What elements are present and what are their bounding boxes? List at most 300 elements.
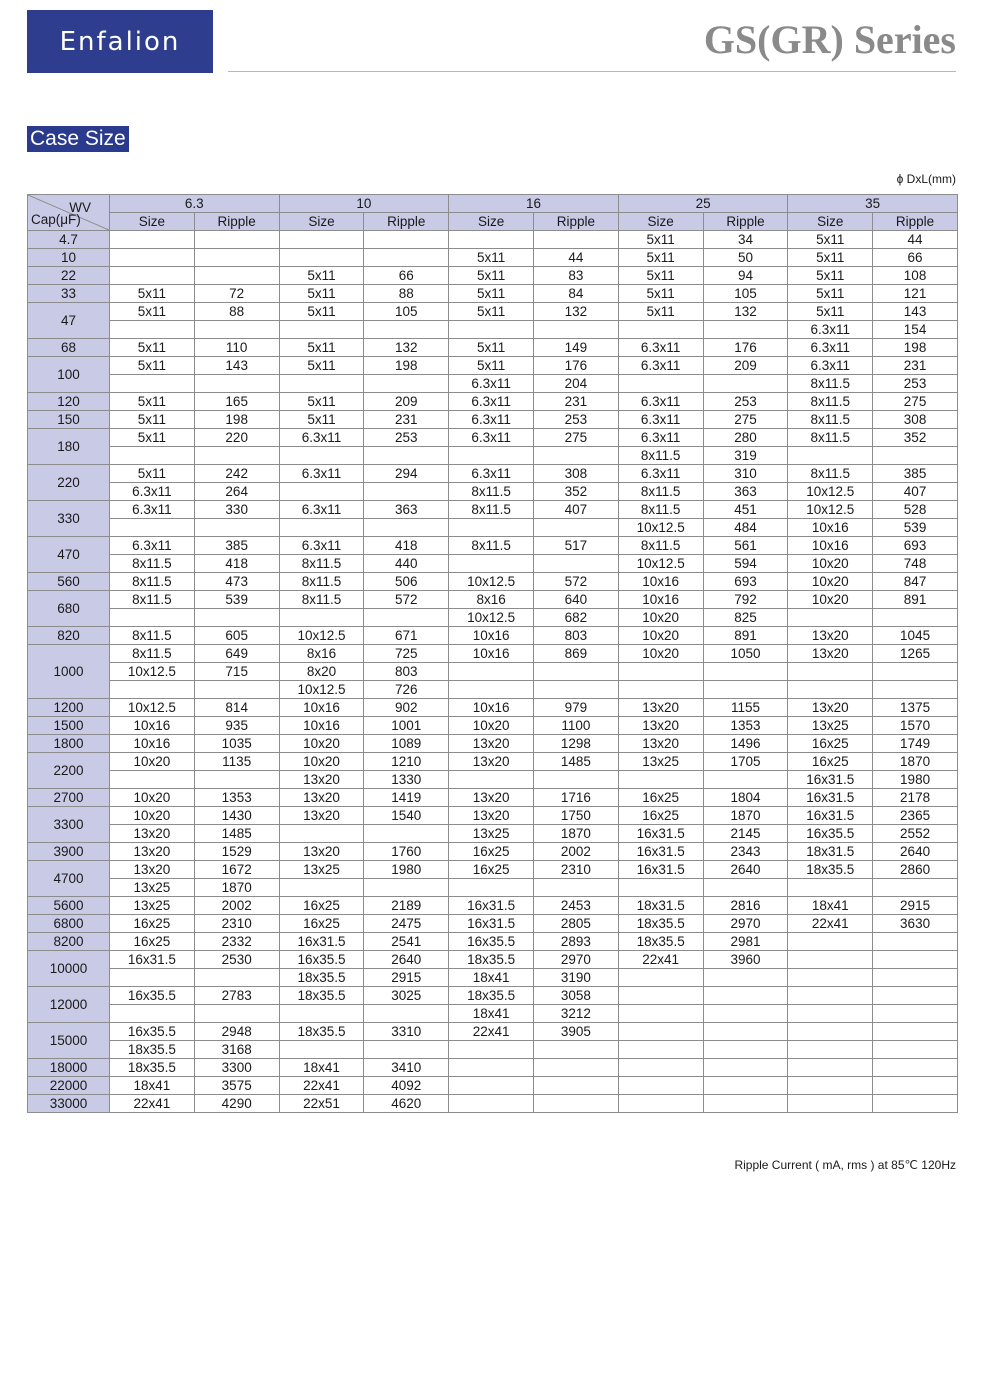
ripple-cell: 418 xyxy=(194,555,279,573)
size-cell xyxy=(788,969,873,987)
size-cell xyxy=(279,447,364,465)
ripple-cell: 1870 xyxy=(194,879,279,897)
size-cell: 5x11 xyxy=(110,285,195,303)
capacitance-cell: 820 xyxy=(28,627,110,645)
table-row xyxy=(28,663,958,681)
ripple-cell xyxy=(364,231,449,249)
size-cell: 18x35.5 xyxy=(279,1023,364,1041)
table-row xyxy=(28,375,958,393)
capacitance-cell: 2200 xyxy=(28,753,110,789)
ripple-cell: 517 xyxy=(533,537,618,555)
size-cell xyxy=(110,969,195,987)
ripple-cell: 2640 xyxy=(364,951,449,969)
size-cell: 13x20 xyxy=(279,789,364,807)
ripple-cell: 3960 xyxy=(703,951,788,969)
ripple-cell: 2189 xyxy=(364,897,449,915)
size-cell xyxy=(110,1005,195,1023)
ripple-cell xyxy=(703,879,788,897)
ripple-cell xyxy=(873,663,958,681)
ripple-cell: 2002 xyxy=(533,843,618,861)
size-cell xyxy=(110,267,195,285)
size-cell xyxy=(618,969,703,987)
ripple-cell: 3310 xyxy=(364,1023,449,1041)
ripple-cell: 979 xyxy=(533,699,618,717)
size-cell: 10x20 xyxy=(110,753,195,771)
table-row xyxy=(28,357,958,375)
size-cell: 10x12.5 xyxy=(279,627,364,645)
ripple-cell: 105 xyxy=(703,285,788,303)
size-cell: 16x35.5 xyxy=(788,825,873,843)
ripple-cell: 440 xyxy=(364,555,449,573)
ripple-cell: 110 xyxy=(194,339,279,357)
size-cell: 13x25 xyxy=(618,753,703,771)
ripple-cell xyxy=(533,681,618,699)
size-cell xyxy=(110,249,195,267)
ripple-cell: 3905 xyxy=(533,1023,618,1041)
ripple-cell: 2640 xyxy=(703,861,788,879)
ripple-cell xyxy=(364,825,449,843)
size-cell xyxy=(788,1095,873,1113)
capacitance-cell: 150 xyxy=(28,411,110,429)
ripple-cell: 935 xyxy=(194,717,279,735)
ripple-cell: 2805 xyxy=(533,915,618,933)
ripple-cell: 2541 xyxy=(364,933,449,951)
size-cell: 13x25 xyxy=(788,717,873,735)
size-cell: 18x35.5 xyxy=(110,1041,195,1059)
capacitance-cell: 3300 xyxy=(28,807,110,843)
size-cell: 10x16 xyxy=(618,573,703,591)
ripple-cell xyxy=(873,1023,958,1041)
size-cell: 10x12.5 xyxy=(110,699,195,717)
brand-logo xyxy=(27,10,213,73)
ripple-cell: 44 xyxy=(533,249,618,267)
ripple-header: Ripple xyxy=(364,213,449,231)
ripple-cell: 891 xyxy=(873,591,958,609)
size-cell: 18x35.5 xyxy=(449,987,534,1005)
size-cell: 5x11 xyxy=(279,267,364,285)
size-cell: 5x11 xyxy=(618,303,703,321)
ripple-cell: 3300 xyxy=(194,1059,279,1077)
table-row xyxy=(28,645,958,663)
size-cell: 18x41 xyxy=(110,1077,195,1095)
capacitance-cell: 33 xyxy=(28,285,110,303)
ripple-cell xyxy=(194,375,279,393)
ripple-cell xyxy=(873,1041,958,1059)
table-row xyxy=(28,231,958,249)
size-cell xyxy=(110,321,195,339)
ripple-cell: 264 xyxy=(194,483,279,501)
size-cell: 13x20 xyxy=(449,789,534,807)
size-cell: 13x20 xyxy=(110,843,195,861)
corner-header-cell xyxy=(28,195,110,231)
size-cell: 13x20 xyxy=(788,699,873,717)
size-cell: 10x20 xyxy=(279,735,364,753)
ripple-cell: 242 xyxy=(194,465,279,483)
size-cell: 5x11 xyxy=(788,303,873,321)
ripple-cell: 108 xyxy=(873,267,958,285)
size-cell: 16x25 xyxy=(449,861,534,879)
ripple-cell: 2915 xyxy=(364,969,449,987)
size-cell: 8x11.5 xyxy=(788,375,873,393)
ripple-cell: 310 xyxy=(703,465,788,483)
size-cell: 10x16 xyxy=(279,717,364,735)
size-cell: 8x11.5 xyxy=(618,483,703,501)
size-cell xyxy=(449,447,534,465)
table-row xyxy=(28,681,958,699)
size-cell xyxy=(449,1095,534,1113)
size-cell: 18x35.5 xyxy=(449,951,534,969)
size-cell xyxy=(279,609,364,627)
table-body xyxy=(28,231,958,1113)
size-cell: 10x16 xyxy=(110,717,195,735)
ripple-cell: 2310 xyxy=(194,915,279,933)
ripple-cell: 1375 xyxy=(873,699,958,717)
size-cell: 10x20 xyxy=(618,627,703,645)
size-cell: 6.3x11 xyxy=(110,483,195,501)
size-cell: 13x25 xyxy=(449,825,534,843)
size-cell xyxy=(618,663,703,681)
size-cell xyxy=(279,879,364,897)
ripple-cell xyxy=(194,447,279,465)
ripple-cell xyxy=(533,1095,618,1113)
ripple-cell: 726 xyxy=(364,681,449,699)
size-cell: 22x41 xyxy=(110,1095,195,1113)
size-cell: 8x20 xyxy=(279,663,364,681)
ripple-cell: 539 xyxy=(194,591,279,609)
size-cell: 6.3x11 xyxy=(449,465,534,483)
ripple-cell: 3212 xyxy=(533,1005,618,1023)
size-cell: 6.3x11 xyxy=(110,537,195,555)
table-row xyxy=(28,411,958,429)
size-cell xyxy=(110,447,195,465)
size-cell xyxy=(449,321,534,339)
size-cell: 18x41 xyxy=(279,1059,364,1077)
ripple-cell: 1419 xyxy=(364,789,449,807)
size-cell: 5x11 xyxy=(279,393,364,411)
table-row xyxy=(28,969,958,987)
ripple-cell: 693 xyxy=(873,537,958,555)
ripple-cell: 2365 xyxy=(873,807,958,825)
size-cell: 10x12.5 xyxy=(788,501,873,519)
ripple-cell xyxy=(703,1059,788,1077)
table-row xyxy=(28,321,958,339)
ripple-cell: 363 xyxy=(364,501,449,519)
ripple-cell: 4290 xyxy=(194,1095,279,1113)
ripple-cell: 2343 xyxy=(703,843,788,861)
ripple-cell: 4092 xyxy=(364,1077,449,1095)
ripple-cell: 407 xyxy=(533,501,618,519)
size-cell: 5x11 xyxy=(788,231,873,249)
voltage-header: 35 xyxy=(788,195,958,213)
ripple-cell xyxy=(703,1041,788,1059)
ripple-cell: 605 xyxy=(194,627,279,645)
brand-name: Enfalion xyxy=(59,26,181,57)
ripple-cell xyxy=(533,231,618,249)
ripple-cell: 1705 xyxy=(703,753,788,771)
size-cell: 16x35.5 xyxy=(279,951,364,969)
capacitance-cell: 120 xyxy=(28,393,110,411)
unit-note: ϕ DxL(mm) xyxy=(896,172,956,186)
ripple-cell: 693 xyxy=(703,573,788,591)
ripple-cell xyxy=(703,969,788,987)
ripple-cell: 121 xyxy=(873,285,958,303)
size-cell: 16x25 xyxy=(279,915,364,933)
ripple-cell: 231 xyxy=(873,357,958,375)
size-cell xyxy=(788,1005,873,1023)
size-cell xyxy=(110,519,195,537)
table-row xyxy=(28,1023,958,1041)
ripple-cell: 539 xyxy=(873,519,958,537)
ripple-cell: 1035 xyxy=(194,735,279,753)
size-cell xyxy=(279,519,364,537)
table-row xyxy=(28,861,958,879)
ripple-cell: 220 xyxy=(194,429,279,447)
table-row xyxy=(28,987,958,1005)
ripple-cell: 1496 xyxy=(703,735,788,753)
capacitance-cell: 4700 xyxy=(28,861,110,897)
ripple-cell: 132 xyxy=(703,303,788,321)
capacitance-cell: 330 xyxy=(28,501,110,537)
size-cell: 16x31.5 xyxy=(788,771,873,789)
ripple-cell xyxy=(194,231,279,249)
ripple-cell: 198 xyxy=(873,339,958,357)
ripple-cell: 84 xyxy=(533,285,618,303)
size-cell: 10x16 xyxy=(449,699,534,717)
table-row xyxy=(28,843,958,861)
ripple-cell xyxy=(703,375,788,393)
size-cell: 16x31.5 xyxy=(279,933,364,951)
size-cell: 5x11 xyxy=(279,339,364,357)
ripple-cell: 363 xyxy=(703,483,788,501)
size-cell: 8x11.5 xyxy=(788,411,873,429)
ripple-cell: 319 xyxy=(703,447,788,465)
size-cell: 16x31.5 xyxy=(618,843,703,861)
ripple-cell xyxy=(703,1023,788,1041)
capacitance-cell: 12000 xyxy=(28,987,110,1023)
ripple-cell: 1485 xyxy=(194,825,279,843)
ripple-cell xyxy=(194,681,279,699)
capacitance-cell: 1500 xyxy=(28,717,110,735)
size-cell: 16x31.5 xyxy=(449,915,534,933)
ripple-cell: 715 xyxy=(194,663,279,681)
ripple-cell: 1089 xyxy=(364,735,449,753)
ripple-cell: 1870 xyxy=(873,753,958,771)
ripple-cell: 3630 xyxy=(873,915,958,933)
ripple-cell: 198 xyxy=(364,357,449,375)
ripple-cell: 94 xyxy=(703,267,788,285)
size-cell: 8x11.5 xyxy=(449,537,534,555)
size-cell xyxy=(788,681,873,699)
ripple-cell: 253 xyxy=(364,429,449,447)
size-cell: 6.3x11 xyxy=(449,375,534,393)
table-row xyxy=(28,771,958,789)
capacitance-cell: 4.7 xyxy=(28,231,110,249)
size-cell: 13x20 xyxy=(788,645,873,663)
size-cell: 8x11.5 xyxy=(110,591,195,609)
size-cell: 18x31.5 xyxy=(618,897,703,915)
ripple-cell: 294 xyxy=(364,465,449,483)
size-cell xyxy=(449,771,534,789)
size-cell xyxy=(788,1041,873,1059)
size-cell: 10x20 xyxy=(110,789,195,807)
capacitance-cell: 68 xyxy=(28,339,110,357)
size-cell xyxy=(618,375,703,393)
ripple-cell xyxy=(533,663,618,681)
ripple-cell: 748 xyxy=(873,555,958,573)
ripple-cell xyxy=(533,321,618,339)
ripple-cell: 506 xyxy=(364,573,449,591)
ripple-header: Ripple xyxy=(533,213,618,231)
size-cell: 6.3x11 xyxy=(279,429,364,447)
size-cell: 16x25 xyxy=(110,915,195,933)
capacitance-cell: 1800 xyxy=(28,735,110,753)
size-cell: 18x35.5 xyxy=(618,915,703,933)
size-cell xyxy=(788,987,873,1005)
size-cell: 5x11 xyxy=(788,249,873,267)
ripple-cell: 572 xyxy=(364,591,449,609)
size-cell: 13x25 xyxy=(110,879,195,897)
size-cell: 5x11 xyxy=(110,429,195,447)
size-cell xyxy=(618,321,703,339)
ripple-cell: 1430 xyxy=(194,807,279,825)
capacitance-cell: 1200 xyxy=(28,699,110,717)
ripple-cell: 671 xyxy=(364,627,449,645)
size-cell: 6.3x11 xyxy=(788,357,873,375)
ripple-cell xyxy=(873,1005,958,1023)
size-cell: 5x11 xyxy=(788,267,873,285)
size-cell xyxy=(279,249,364,267)
size-cell: 5x11 xyxy=(110,465,195,483)
ripple-cell: 1980 xyxy=(873,771,958,789)
size-cell xyxy=(279,825,364,843)
ripple-cell xyxy=(703,1077,788,1095)
ripple-cell: 50 xyxy=(703,249,788,267)
size-cell xyxy=(788,951,873,969)
size-cell xyxy=(449,663,534,681)
size-cell: 13x20 xyxy=(110,861,195,879)
ripple-cell xyxy=(364,1005,449,1023)
size-cell xyxy=(279,321,364,339)
size-cell: 10x20 xyxy=(279,753,364,771)
size-cell: 8x11.5 xyxy=(279,573,364,591)
ripple-cell xyxy=(873,1095,958,1113)
capacitance-cell: 2700 xyxy=(28,789,110,807)
ripple-cell: 1529 xyxy=(194,843,279,861)
capacitance-cell: 3900 xyxy=(28,843,110,861)
capacitance-cell: 680 xyxy=(28,591,110,627)
size-cell: 10x20 xyxy=(788,591,873,609)
size-cell: 8x11.5 xyxy=(788,393,873,411)
size-cell: 6.3x11 xyxy=(279,537,364,555)
size-cell: 6.3x11 xyxy=(618,339,703,357)
capacitance-cell: 47 xyxy=(28,303,110,339)
capacitance-cell: 220 xyxy=(28,465,110,501)
ripple-cell: 1210 xyxy=(364,753,449,771)
capacitance-cell: 180 xyxy=(28,429,110,465)
ripple-cell: 3168 xyxy=(194,1041,279,1059)
ripple-cell: 2310 xyxy=(533,861,618,879)
table-row xyxy=(28,519,958,537)
table-header xyxy=(28,195,958,231)
size-cell: 6.3x11 xyxy=(279,465,364,483)
ripple-cell: 88 xyxy=(364,285,449,303)
size-cell: 5x11 xyxy=(110,357,195,375)
size-cell: 22x51 xyxy=(279,1095,364,1113)
table-row xyxy=(28,753,958,771)
capacitance-cell: 15000 xyxy=(28,1023,110,1059)
ripple-cell: 1485 xyxy=(533,753,618,771)
ripple-cell: 1045 xyxy=(873,627,958,645)
section-label: Case Size xyxy=(27,126,129,152)
ripple-cell: 649 xyxy=(194,645,279,663)
size-cell: 13x20 xyxy=(618,717,703,735)
ripple-cell: 275 xyxy=(873,393,958,411)
size-cell: 16x25 xyxy=(449,843,534,861)
table-row xyxy=(28,789,958,807)
ripple-cell: 231 xyxy=(533,393,618,411)
ripple-cell: 1760 xyxy=(364,843,449,861)
ripple-cell: 308 xyxy=(533,465,618,483)
capacitance-cell: 6800 xyxy=(28,915,110,933)
size-cell xyxy=(110,231,195,249)
ripple-cell: 2453 xyxy=(533,897,618,915)
ripple-cell: 2002 xyxy=(194,897,279,915)
ripple-cell: 275 xyxy=(703,411,788,429)
size-cell: 18x31.5 xyxy=(788,843,873,861)
capacitance-cell: 100 xyxy=(28,357,110,393)
size-cell: 6.3x11 xyxy=(618,429,703,447)
size-cell xyxy=(618,879,703,897)
size-cell xyxy=(279,1041,364,1059)
ripple-cell: 847 xyxy=(873,573,958,591)
ripple-cell: 418 xyxy=(364,537,449,555)
size-cell: 6.3x11 xyxy=(449,411,534,429)
ripple-cell: 132 xyxy=(364,339,449,357)
ripple-cell xyxy=(364,321,449,339)
ripple-cell xyxy=(194,1005,279,1023)
size-cell: 5x11 xyxy=(449,267,534,285)
table-row xyxy=(28,537,958,555)
ripple-cell xyxy=(873,969,958,987)
size-cell: 5x11 xyxy=(110,411,195,429)
ripple-cell: 594 xyxy=(703,555,788,573)
table-row xyxy=(28,915,958,933)
size-cell xyxy=(110,681,195,699)
ripple-cell: 280 xyxy=(703,429,788,447)
ripple-cell: 2816 xyxy=(703,897,788,915)
ripple-cell xyxy=(364,483,449,501)
size-cell xyxy=(449,231,534,249)
size-cell xyxy=(279,375,364,393)
size-cell: 16x25 xyxy=(788,753,873,771)
size-cell: 8x11.5 xyxy=(110,573,195,591)
size-cell: 5x11 xyxy=(618,267,703,285)
capacitance-cell: 8200 xyxy=(28,933,110,951)
size-cell: 6.3x11 xyxy=(618,357,703,375)
size-cell xyxy=(110,375,195,393)
size-cell: 16x25 xyxy=(788,735,873,753)
size-cell: 10x16 xyxy=(279,699,364,717)
ripple-cell: 34 xyxy=(703,231,788,249)
size-cell xyxy=(618,771,703,789)
size-cell xyxy=(110,771,195,789)
size-cell: 16x25 xyxy=(110,933,195,951)
ripple-cell xyxy=(533,1077,618,1095)
ripple-cell: 2893 xyxy=(533,933,618,951)
ripple-cell: 88 xyxy=(194,303,279,321)
size-header: Size xyxy=(279,213,364,231)
size-cell: 6.3x11 xyxy=(449,393,534,411)
